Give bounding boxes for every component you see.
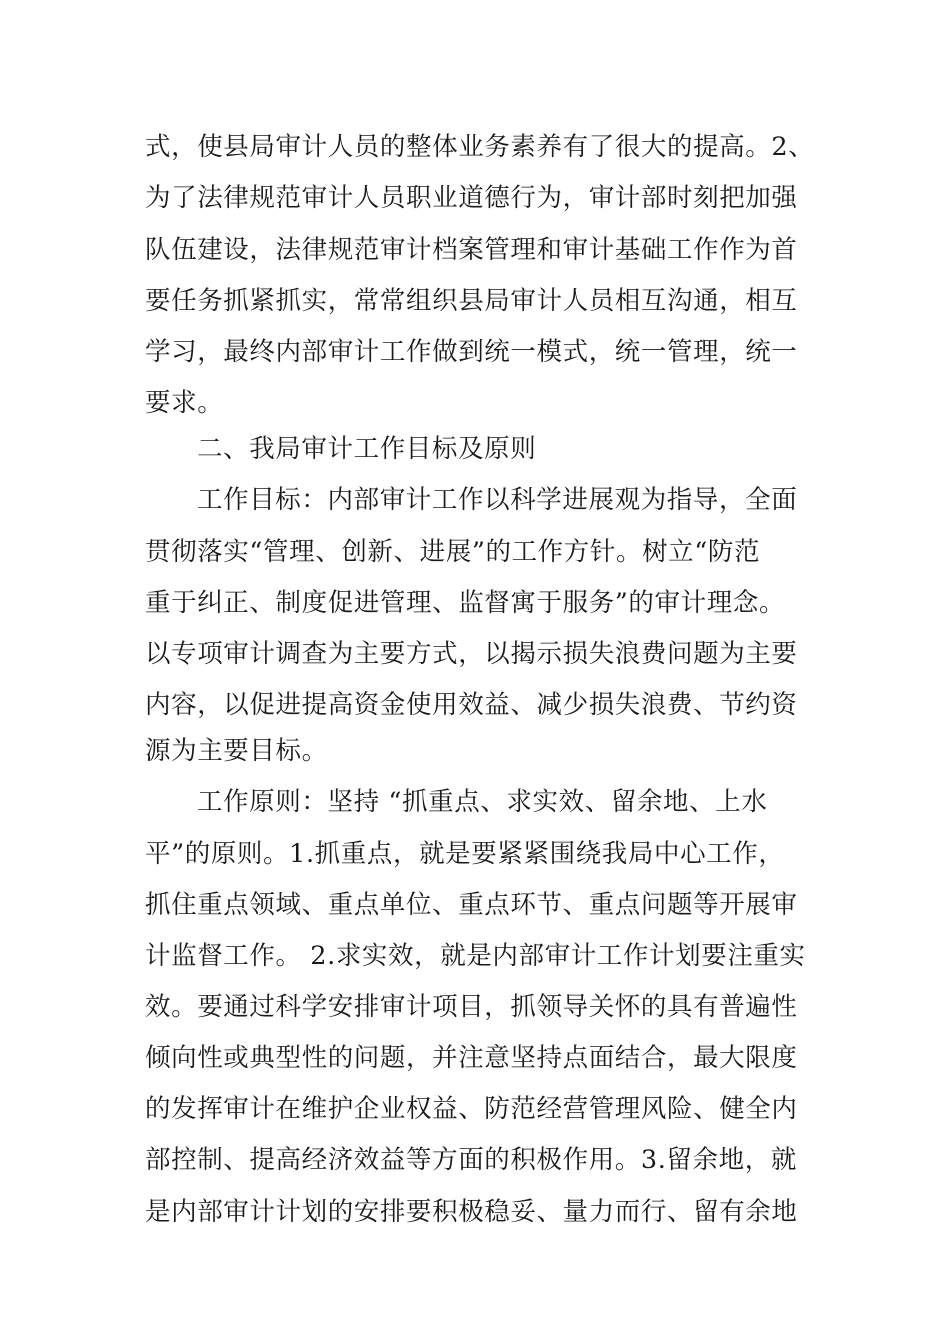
text-line: 式，使县局审计人员的整体业务素养有了很大的提高。2、 bbox=[145, 132, 815, 162]
text-line: 部控制、提高经济效益等方面的积极作用。3.留余地，就 bbox=[145, 1145, 797, 1175]
text-line: 倾向性或典型性的问题，并注意坚持点面结合，最大限度 bbox=[145, 1043, 798, 1073]
text-line: 计监督工作。 2.求实效，就是内部审计工作计划要注重实 bbox=[145, 941, 806, 971]
text-line: 的发挥审计在维护企业权益、防范经营管理风险、健全内 bbox=[145, 1094, 798, 1124]
text-line: 效。要通过科学安排审计项目，抓领导关怀的具有普遍性 bbox=[145, 992, 798, 1022]
text-line: 抓住重点领域、重点单位、重点环节、重点问题等开展审 bbox=[145, 890, 798, 920]
section-heading: 二、我局审计工作目标及原则 bbox=[197, 434, 537, 464]
text-line: 平”的原则。1.抓重点，就是要紧紧围绕我局中心工作， bbox=[145, 839, 785, 869]
text-line: 要任务抓紧抓实，常常组织县局审计人员相互沟通，相互 bbox=[145, 286, 798, 316]
text-line: 要求。 bbox=[145, 388, 224, 418]
text-line: 重于纠正、制度促进管理、监督寓于服务”的审计理念。 bbox=[145, 588, 786, 618]
paragraph-first-line: 工作目标：内部审计工作以科学进展观为指导，全面 bbox=[197, 485, 798, 515]
text-line: 以专项审计调查为主要方式，以揭示损失浪费问题为主要 bbox=[145, 639, 798, 669]
text-line: 队伍建设，法律规范审计档案管理和审计基础工作作为首 bbox=[145, 235, 798, 265]
text-line: 是内部审计计划的安排要积极稳妥、量力而行、留有余地 bbox=[145, 1197, 798, 1227]
text-line: 源为主要目标。 bbox=[145, 736, 328, 766]
text-line: 内容，以促进提高资金使用效益、减少损失浪费、节约资 bbox=[145, 690, 798, 720]
text-line: 学习，最终内部审计工作做到统一模式，统一管理，统一 bbox=[145, 337, 798, 367]
text-line: 为了法律规范审计人员职业道德行为，审计部时刻把加强 bbox=[145, 183, 798, 213]
paragraph-first-line: 工作原则：坚持 “抓重点、求实效、留余地、上水 bbox=[197, 787, 768, 817]
text-line: 贯彻落实“管理、创新、进展”的工作方针。树立“防范 bbox=[145, 537, 761, 567]
